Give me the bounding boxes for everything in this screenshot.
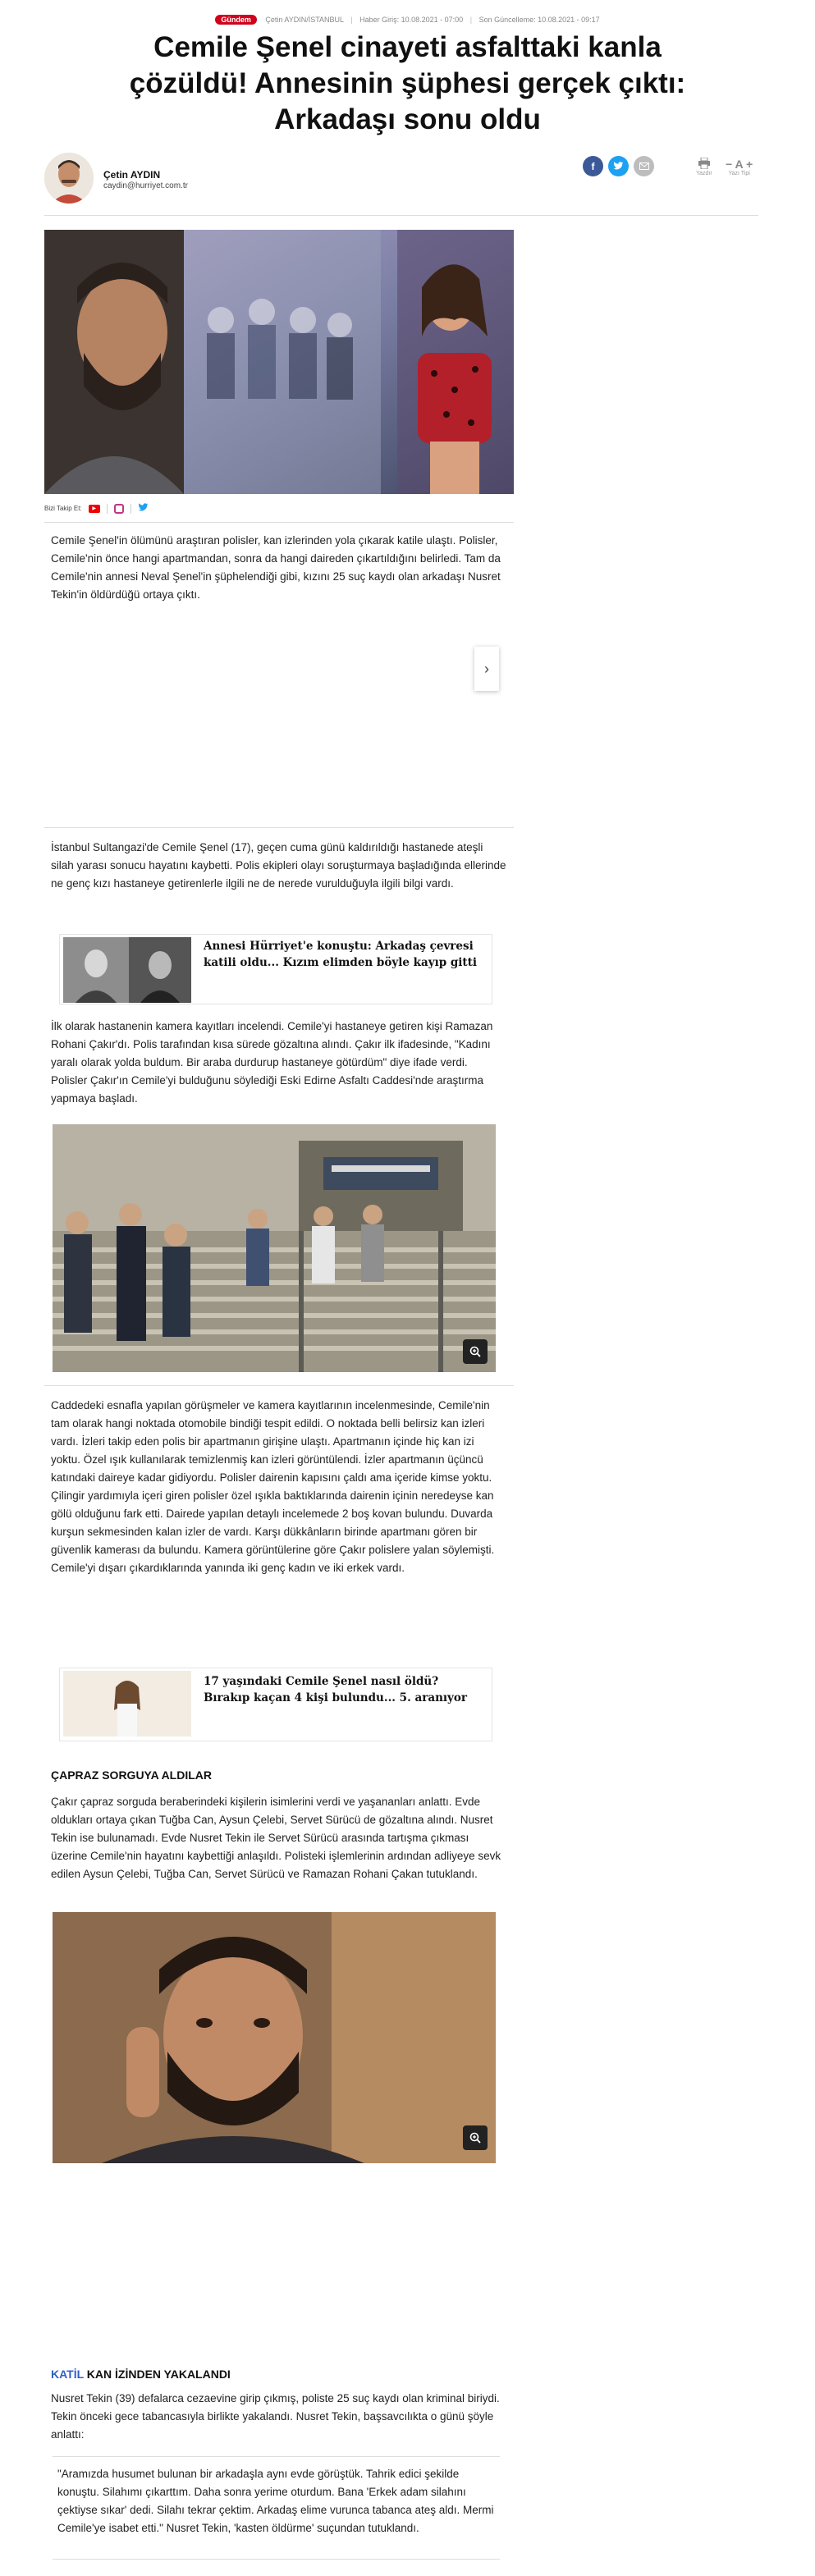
title-line-2: çözüldü! Annesinin şüphesi gerçek çıktı: [129, 67, 686, 99]
title-line-3: Arkadaşı sonu oldu [274, 103, 541, 135]
related-title[interactable]: Annesi Hürriyet'e konuştu: Arkadaş çevresi katili oldu... Kızım elimden böyle kayıp gitti [204, 940, 478, 969]
quote-block: "Aramızda husumet bulunan bir arkadaşla aynı evde görüştük. Tahrik edici şekilde konuştu. Silahımı çıkarttım. Daha sonra yerime oturdum. Bana 'Erkek adam silahını çektiyse sıkar' dedi. Silahı tekrar çektim. Arkadaş elime vurunca tabanca ateş aldı. Mermi Cemile'ye isabet etti." Nusret Tekin, 'kasten öldürme' suçundan tutuklandı. [53, 2456, 500, 2560]
article-lead: Cemile Şenel'in ölümünü araştıran polisler, kan izlerinden yola çıkarak katile ulaştı. Polisler, Cemile'nin önce hangi apartmandan, sonra da hangi daireden çıkartıldığını belirledi. Tam da Cemile'nin annesi Neval Şenel'in şüphelendiği gibi, kızını 25 suç kaydı olan arkadaşı Nusret Tekin'in öldürdüğü ortaya çıktı. [51, 534, 501, 601]
zoom-icon[interactable] [463, 2125, 488, 2150]
twitter-icon[interactable] [608, 156, 629, 176]
article-meta: Gündem Çetin AYDIN/İSTANBUL | Haber Giriş: 10.08.2021 - 07:00 | Son Güncelleme: 10.08.2021 - 09:17 [0, 15, 815, 25]
print-button[interactable] [696, 158, 712, 176]
related-article-card[interactable] [59, 1668, 492, 1741]
author-avatar[interactable] [44, 153, 94, 204]
article-image[interactable] [53, 1912, 496, 2163]
byline [44, 153, 758, 207]
updated-date: Son Güncelleme: 10.08.2021 - 09:17 [478, 16, 600, 24]
follow-label: Bizi Takip Et: [44, 505, 82, 512]
font-size-glyph[interactable]: − A + [726, 158, 753, 171]
article-image[interactable] [53, 1124, 496, 1372]
section-heading [51, 2368, 231, 2381]
paragraph: Nusret Tekin (39) defalarca cezaevine girip çıkmış, poliste 25 suç kaydı olan kriminal biriydi. Tekin önceki gece tabancasıyla birlikte yakalandı. Nusret Tekin, başsavcılıkta o günü şöyle anlattı: [51, 2392, 500, 2441]
source-text: Çetin AYDIN/İSTANBUL [265, 16, 344, 24]
related-thumbnail[interactable] [63, 937, 191, 1003]
next-article-button[interactable] [474, 647, 499, 691]
zoom-icon[interactable] [463, 1339, 488, 1364]
font-size-control[interactable] [726, 158, 753, 176]
print-label: Yazdır [696, 171, 712, 176]
section-heading: ÇAPRAZ SORGUYA ALDILAR [51, 1768, 213, 1782]
related-article-card[interactable] [59, 934, 492, 1004]
paragraph: Çakır çapraz sorguda beraberindeki kişilerin isimlerini verdi ve yaşananları anlattı. Evde oldukları ortaya çıkan Tuğba Can, Aysun Çelebi, Servet Sürücü de gözaltına alındı. Nusret Tekin ise bulunamadı. Evde Nusret Tekin ile Servet Sürücü arasında tartışma çıkması üzerine Cemile'nin hayatını kaybettiği anlaşıldı. Polisteki işlemlerinin ardından adliyeye sevk edilen Aysun Çelebi, Tuğba Can, Servet Sürücü ve Ramazan Rohani Çakan tutuklandı. [51, 1796, 501, 1880]
divider [44, 827, 514, 828]
title-line-1: Cemile Şenel cinayeti asfalttaki kanla [153, 31, 662, 63]
share-buttons [583, 156, 654, 176]
divider [44, 522, 514, 523]
article-title [90, 30, 725, 138]
font-size-label: Yazı Tipi [728, 171, 750, 176]
related-thumbnail[interactable] [63, 1671, 191, 1736]
divider [44, 215, 758, 216]
facebook-icon[interactable]: f [583, 156, 603, 176]
category-badge[interactable]: Gündem [215, 15, 257, 25]
instagram-icon[interactable] [114, 504, 124, 514]
paragraph: İlk olarak hastanenin kamera kayıtları incelendi. Cemile'yi hastaneye getiren kişi Ramazan Rohani Çakır'dı. Polis tarafından kısa sürede gözaltına alındı. Çakır ilk ifadesinde, "Kadını yaralı olarak yolda buldum. Bir araba durdurup hastaneye götürdüm" diye ifade verdi. Polisler Çakır'ın Cemile'yi bulduğunu söylediği Eski Edirne Asfaltı Caddesi'nde araştırma yapmaya başladı. [51, 1020, 493, 1105]
chevron-right-icon: › [484, 660, 489, 677]
author-email[interactable]: caydin@hurriyet.com.tr [103, 181, 188, 190]
youtube-icon[interactable]: ▶ [89, 505, 100, 513]
author-name[interactable]: Çetin AYDIN [103, 169, 161, 181]
heading-rest: KAN İZİNDEN YAKALANDI [83, 2368, 231, 2381]
published-date: Haber Giriş: 10.08.2021 - 07:00 [359, 16, 464, 24]
related-title[interactable]: 17 yaşındaki Cemile Şenel nasıl öldü? Bırakıp kaçan 4 kişi bulundu... 5. aranıyor [204, 1675, 467, 1704]
paragraph: İstanbul Sultangazi'de Cemile Şenel (17), geçen cuma günü kaldırıldığı hastanede ateşli silah yarası sonucu hayatını kaybetti. Polis ekipleri olayı soruşturmaya başladığında ellerinde ne genç kızı hastaneye getirenlerle ilgili ne de nerede vurulduğuyla ilgili bilgi vardı. [51, 841, 506, 890]
mail-icon[interactable] [634, 156, 654, 176]
follow-bar [44, 502, 149, 515]
paragraph: Caddedeki esnafla yapılan görüşmeler ve kamera kayıtlarının incelenmesinde, Cemile'nin tam olarak hangi noktada otomobile bindiği tespit edildi. O noktada belli belirsiz kan izleri vardı. İzleri takip eden polis bir apartmanın girişine ulaştı. Apartmanın içinde hiç kan izi yoktu. Özel ışık kullanılarak temizlenmiş kan izleri görüntülendi. İzler apartmanın üçüncü katındaki daireye kadar gidiyordu. Polisler dairenin kapısını çaldı ama içeride kimse yoktu. Çilingir yardımıyla içeri giren polisler özel ışıkla baktıklarında dairenin içinin neredeyse kan gölü olduğunu fark etti. Dairede yapılan detaylı incelemede 2 boş kovan bulundu. Duvarda kurşun sekmesinden kalan izler de vardı. Karşı dükkânların birinde apartmanı gören bir güvenlik kamerası da bulundu. Kamera görüntülerine göre Çakır polislere yalan söylemişti. Cemile'yi dışarı çıkardıklarında yanında iki genç kadın ve iki erkek vardı. [51, 1399, 495, 1574]
heading-highlight: KATİL [51, 2368, 84, 2381]
divider [44, 1385, 514, 1386]
twitter-follow-icon[interactable] [138, 502, 149, 515]
printer-icon [696, 158, 712, 171]
hero-image[interactable] [44, 230, 514, 494]
